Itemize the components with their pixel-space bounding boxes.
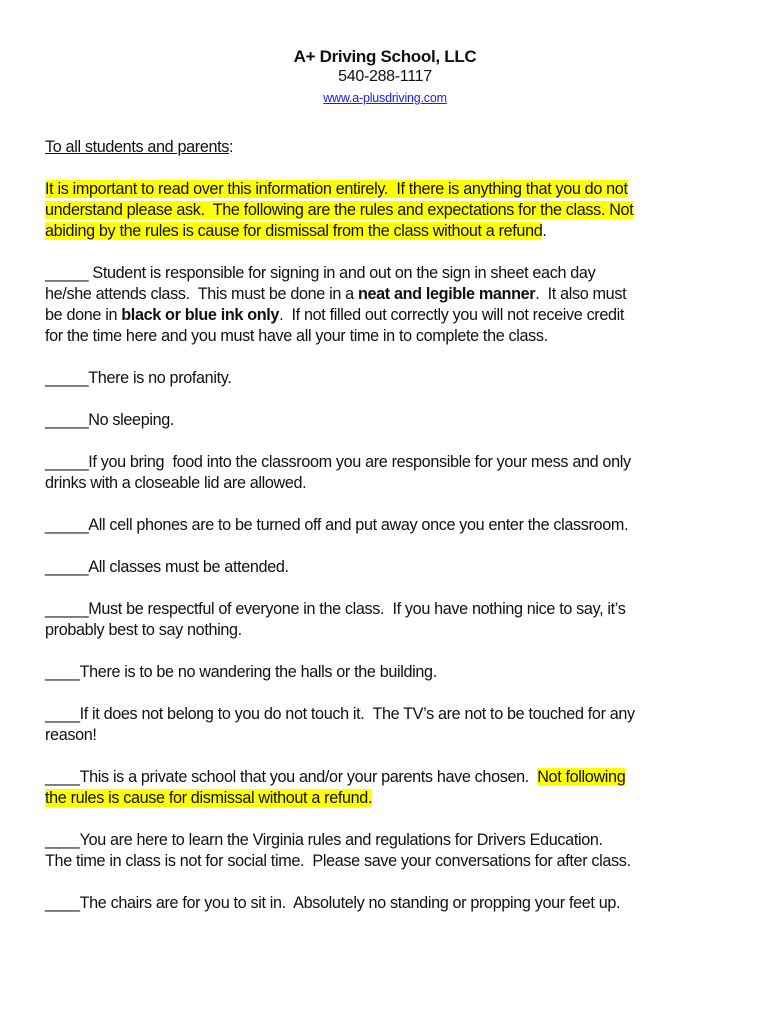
text-line <box>45 704 745 725</box>
document-title: A+ Driving School, LLC <box>293 47 477 66</box>
text-line <box>45 473 745 494</box>
text-segment: . <box>542 222 547 240</box>
text-segment: ____You are here to learn the Virginia rules and regulations for Drivers Education. <box>45 831 603 849</box>
text-segment: _____ Student is responsible for signing in and out on the sign in sheet each day <box>45 264 596 282</box>
text-segment: _____All cell phones are to be turned off and put away once you enter the classroom. <box>45 516 629 534</box>
text-segment: be done in <box>45 306 122 324</box>
rule-item <box>45 557 745 578</box>
text-segment: ____If it does not belong to you do not touch it. The TV’s are not to be touched for any <box>45 705 635 723</box>
text-line <box>45 452 745 473</box>
rule-item <box>45 410 745 431</box>
highlighted-text: understand please ask. The following are the rules and expectations for the class. Not <box>45 201 634 219</box>
text-segment: _____If you bring food into the classroom you are responsible for your mess and only <box>45 453 631 471</box>
text-line <box>45 200 745 221</box>
text-segment: drinks with a closeable lid are allowed. <box>45 474 307 492</box>
highlighted-text: the rules is cause for dismissal without a refund. <box>45 789 373 807</box>
text-segment: ____This is a private school that you and/or your parents have chosen. <box>45 768 538 786</box>
rule-item <box>45 767 745 809</box>
rule-item <box>45 830 745 872</box>
text-line <box>45 788 745 809</box>
highlighted-text: Not following <box>537 768 626 786</box>
text-line <box>45 284 745 305</box>
highlighted-text: abiding by the rules is cause for dismissal from the class without a refund <box>45 222 543 240</box>
text-line <box>45 725 745 746</box>
salutation-colon: : <box>229 138 234 156</box>
bold-text: neat and legible manner <box>357 285 536 303</box>
rule-item <box>45 893 745 914</box>
rule-item <box>45 704 745 746</box>
text-line <box>45 599 745 620</box>
intro-paragraph <box>45 179 745 242</box>
rule-item <box>45 452 745 494</box>
text-line <box>45 557 745 578</box>
text-segment: ____There is to be no wandering the halls or the building. <box>45 663 437 681</box>
text-segment: _____All classes must be attended. <box>45 558 289 576</box>
rule-item <box>45 368 745 389</box>
text-segment: for the time here and you must have all your time in to complete the class. <box>45 327 548 345</box>
text-segment: ____The chairs are for you to sit in. Absolutely no standing or propping your feet up. <box>45 894 621 912</box>
text-segment: _____There is no profanity. <box>45 369 232 387</box>
phone-number: 540-288-1117 <box>338 68 432 85</box>
text-line <box>45 893 745 914</box>
text-segment: . If not filled out correctly you will not receive credit <box>279 306 625 324</box>
text-line <box>45 662 745 683</box>
text-line <box>45 221 745 242</box>
text-line <box>45 515 745 536</box>
text-line <box>45 410 745 431</box>
text-line <box>45 830 745 851</box>
bold-text: black or blue ink only <box>121 306 280 324</box>
rule-item <box>45 662 745 683</box>
document-body <box>45 137 745 935</box>
rule-item <box>45 515 745 536</box>
text-line <box>45 767 745 788</box>
text-segment: he/she attends class. This must be done in a <box>45 285 358 303</box>
salutation-text: To all students and parents <box>45 138 230 156</box>
text-line <box>45 326 745 347</box>
text-segment: . It also must <box>535 285 627 303</box>
highlighted-text: It is important to read over this information entirely. If there is anything that you do not <box>45 180 628 198</box>
rule-item <box>45 599 745 641</box>
text-line <box>45 851 745 872</box>
text-line <box>45 620 745 641</box>
text-segment: _____Must be respectful of everyone in the class. If you have nothing nice to say, it’s <box>45 600 626 618</box>
text-line <box>45 263 745 284</box>
salutation <box>45 137 745 158</box>
website-link[interactable]: www.a-plusdriving.com <box>323 91 447 105</box>
text-segment: _____No sleeping. <box>45 411 175 429</box>
text-line <box>45 305 745 326</box>
text-segment: reason! <box>45 726 97 744</box>
text-segment: The time in class is not for social time. Please save your conversations for after class. <box>45 852 631 870</box>
text-segment: probably best to say nothing. <box>45 621 242 639</box>
text-line <box>45 368 745 389</box>
rule-item <box>45 263 745 347</box>
text-line <box>45 179 745 200</box>
